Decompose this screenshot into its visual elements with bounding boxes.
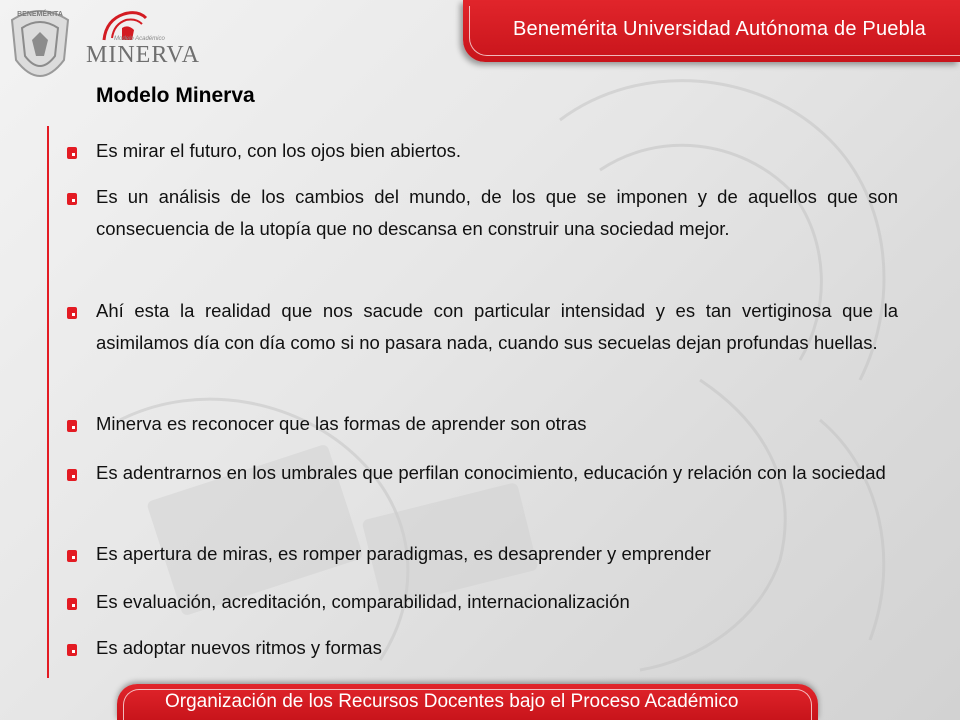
svg-text:BENEMÉRITA: BENEMÉRITA	[17, 11, 63, 18]
list-item-text: Es un análisis de los cambios del mundo, de los que se imponen y de aquellos que son consecuencia de la utopía que no descansa en construir una sociedad mejor.	[96, 186, 898, 239]
list-item-text: Es apertura de miras, es romper paradigmas, es desaprender y emprender	[96, 543, 711, 564]
square-bullet-icon	[67, 193, 77, 205]
list-item	[96, 295, 898, 359]
square-bullet-icon	[67, 469, 77, 481]
footer-band	[117, 684, 818, 720]
list-item-text: Es mirar el futuro, con los ojos bien abiertos.	[96, 140, 462, 161]
square-bullet-icon	[67, 420, 77, 432]
list-item	[96, 538, 898, 570]
buap-seal-logo	[4, 0, 76, 96]
square-bullet-icon	[67, 307, 77, 319]
list-item	[96, 408, 898, 440]
list-item	[96, 457, 898, 489]
footer-title: Organización de los Recursos Docentes bajo el Proceso Académico	[165, 691, 739, 712]
list-item-text: Minerva es reconocer que las formas de aprender son otras	[96, 413, 587, 434]
list-item-text: Es adentrarnos en los umbrales que perfilan conocimiento, educación y relación con la sociedad	[96, 462, 886, 483]
list-item-text: Es adoptar nuevos ritmos y formas	[96, 637, 382, 658]
logo-word: MINERVA	[86, 42, 200, 68]
list-item	[96, 632, 898, 664]
square-bullet-icon	[67, 644, 77, 656]
square-bullet-icon	[67, 598, 77, 610]
university-title: Benemérita Universidad Autónoma de Puebla	[513, 18, 926, 40]
list-item	[96, 181, 898, 245]
vertical-accent-rule	[47, 126, 49, 678]
list-item	[96, 135, 898, 167]
page-title: Modelo Minerva	[96, 84, 255, 107]
list-item-text: Es evaluación, acreditación, comparabilidad, internacionalización	[96, 591, 630, 612]
minerva-logo	[86, 8, 200, 70]
header-band	[463, 0, 960, 62]
square-bullet-icon	[67, 147, 77, 159]
square-bullet-icon	[67, 550, 77, 562]
list-item	[96, 586, 898, 618]
logo-subtitle: Modelo Académico	[114, 36, 165, 42]
list-item-text: Ahí esta la realidad que nos sacude con particular intensidad y es tan vertiginosa que la asimilamos día con día como si no pasara nada, cuando sus secuelas dejan profundas huellas.	[96, 300, 898, 353]
